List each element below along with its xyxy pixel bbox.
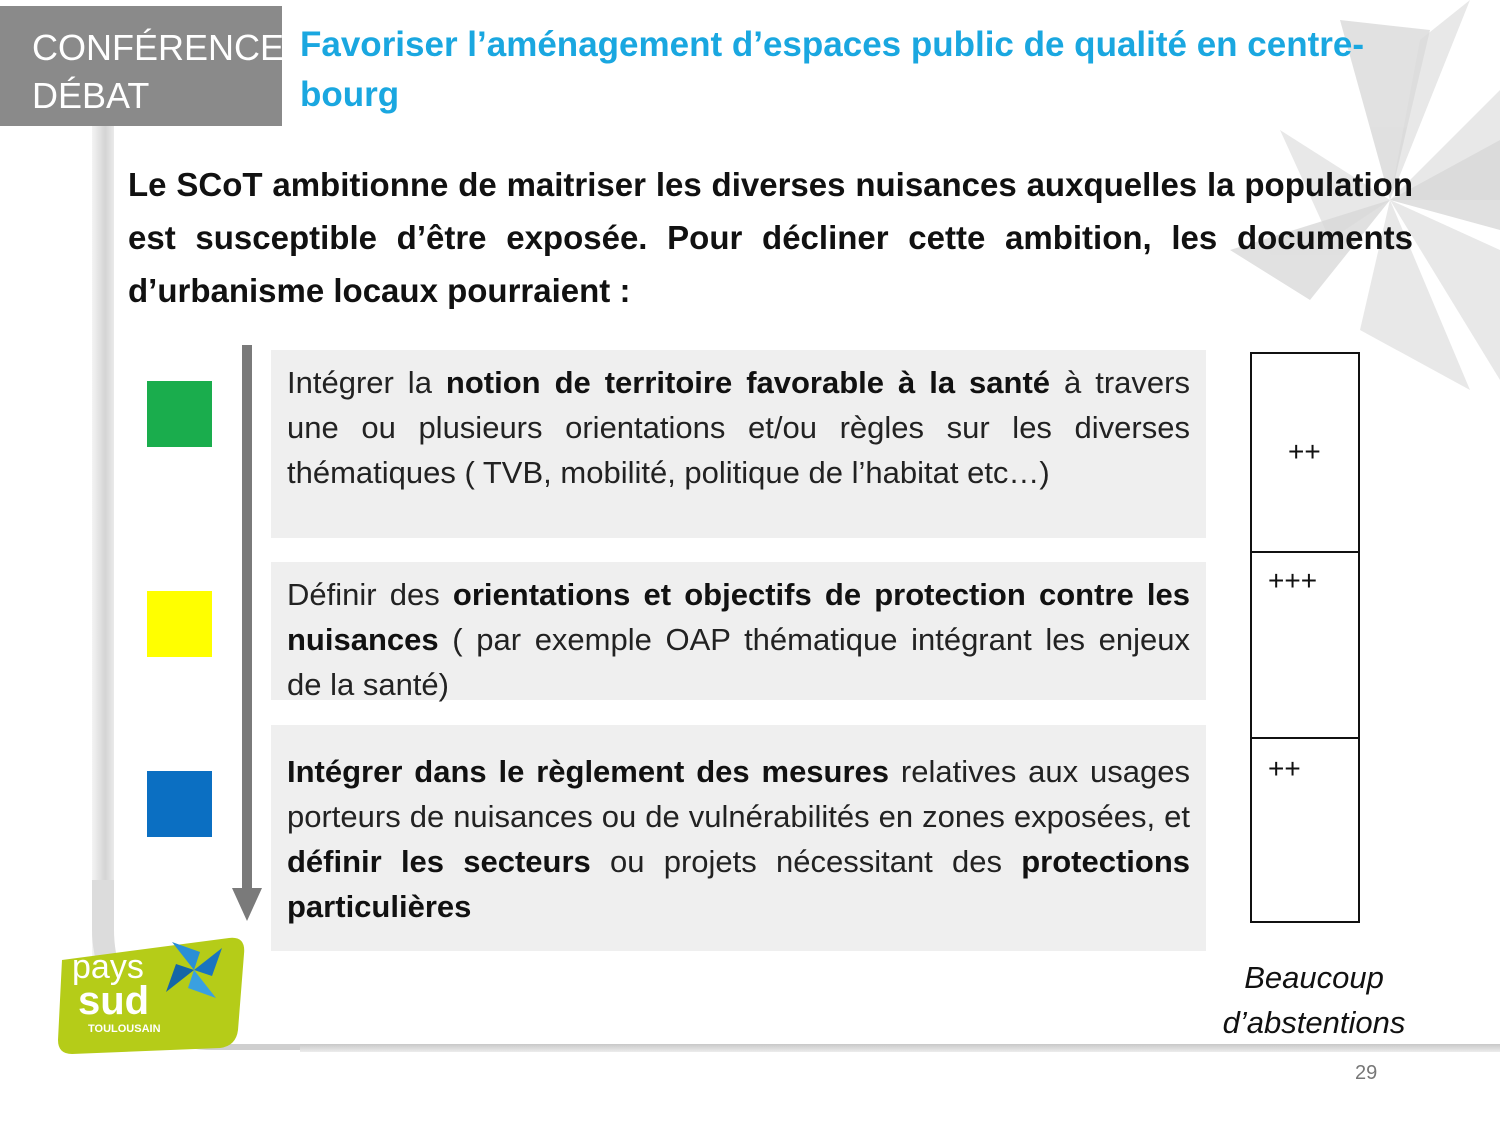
option-3-text-regular: ou projets nécessitant des	[590, 844, 1022, 879]
intro-paragraph: Le SCoT ambitionne de maitriser les diverses nuisances auxquelles la population est susceptible d’être exposée. Pour décliner cette ambition, les documents d’urbanisme locaux pourraient :	[128, 166, 1413, 309]
note-line-1: Beaucoup	[1244, 960, 1384, 995]
note-line-2: d’abstentions	[1222, 1005, 1406, 1040]
option-box-1	[271, 350, 1206, 538]
abstention-note	[1200, 955, 1428, 1045]
option-3-text-bold: Intégrer dans le règlement des mesures	[287, 754, 890, 789]
option-2-text-regular: Définir des	[287, 577, 453, 612]
conference-debat-badge	[0, 6, 285, 126]
option-1-text-regular: Intégrer la	[287, 365, 446, 400]
option-3-text-regular: relatives aux usages porteurs de nuisances ou de vulnérabilités en zones exposées, et	[287, 754, 1190, 834]
pays-sud-toulousain-logo	[54, 930, 254, 1058]
option-2-text-bold: orientations et objectifs de protection contre les nuisances	[287, 577, 1190, 657]
logo-word-toulousain: TOULOUSAIN	[88, 1023, 161, 1035]
badge-line-1: CONFÉRENCE	[32, 27, 285, 68]
logo-word-pays: pays	[72, 948, 144, 986]
yellow-square-marker	[147, 591, 212, 657]
score-cell-2	[1252, 551, 1358, 739]
option-box-3	[271, 725, 1206, 951]
logo-word-sud: sud	[78, 979, 150, 1023]
blue-square-marker	[147, 771, 212, 837]
option-1-text-bold: notion de territoire favorable à la santé	[445, 365, 1051, 400]
score-value-1: ++	[1288, 436, 1321, 467]
badge-line-2: DÉBAT	[32, 75, 150, 116]
down-arrow-icon	[232, 888, 262, 921]
frame-bottom-border	[300, 1044, 1500, 1052]
option-2-text-regular: ( par exemple OAP thématique intégrant les enjeux de la santé)	[287, 622, 1190, 702]
score-cell-3	[1252, 739, 1358, 922]
option-3-text-bold: définir les secteurs	[287, 844, 591, 879]
vote-score-table	[1250, 352, 1360, 923]
frame-left-border	[92, 126, 114, 996]
score-value-3: ++	[1268, 753, 1301, 784]
green-square-marker	[147, 381, 212, 447]
option-3-text-bold: protections particulières	[287, 844, 1191, 924]
option-1-text-regular: à travers une ou plusieurs orientations et/ou règles sur les diverses thématiques ( TVB, mobilité, politique de l’habitat etc…)	[287, 365, 1190, 490]
score-cell-1	[1252, 354, 1358, 553]
option-box-2	[271, 562, 1206, 700]
score-value-2: +++	[1268, 565, 1318, 596]
slide-title: Favoriser l’aménagement d’espaces public de qualité en centre-bourg	[300, 25, 1364, 114]
page-number: 29	[1355, 1062, 1378, 1084]
down-arrow-shaft	[242, 345, 252, 890]
